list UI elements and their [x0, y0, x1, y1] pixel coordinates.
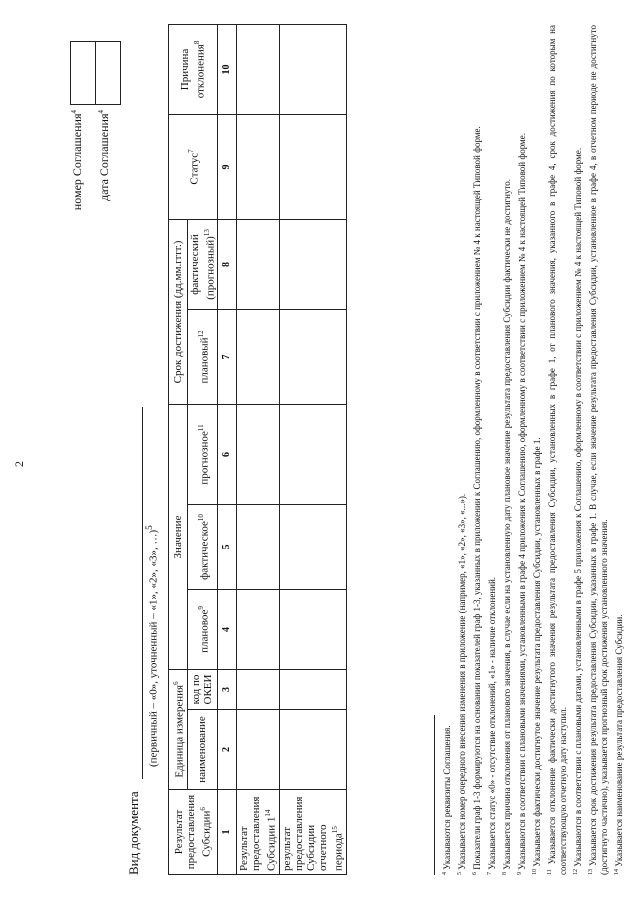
results-table — [168, 24, 347, 875]
col-actual-header: фактическое$^{10}$ — [187, 504, 218, 589]
footnote: $^4$ Указываются реквизиты Соглашения. — [442, 725, 452, 875]
col-unit-name-header: наименование — [187, 710, 218, 790]
table-cell[interactable] — [237, 669, 280, 709]
column-number: 8 — [218, 219, 237, 309]
column-number: 2 — [218, 710, 237, 790]
col-status-header: Статус$^7$ — [169, 114, 218, 219]
agreement-number-label: номер Соглашения$^4$ — [70, 110, 84, 211]
column-number: 3 — [218, 669, 237, 709]
footnote: $^{14}$ Указывается наименование результата предоставления Субсидии. — [614, 614, 624, 875]
header-row-1 — [169, 24, 188, 874]
column-number: 6 — [218, 404, 237, 504]
agreement-date-box[interactable] — [96, 42, 121, 105]
table-cell[interactable] — [237, 309, 280, 404]
table-cell[interactable] — [279, 669, 346, 709]
footnote: $^9$ Указываются в соответствии с плановыми значениями, установленными в графе 4 приложения к Соглашению, оформленному в соответствии с приложением № 4 к настоящей Типовой форме. — [517, 132, 527, 875]
page-number: 2 — [12, 461, 26, 467]
table-row — [279, 24, 346, 874]
table-cell[interactable] — [279, 114, 346, 219]
document-kind-field[interactable] — [142, 407, 143, 779]
table-cell[interactable] — [237, 710, 280, 790]
col-deadline-header: Срок достижения (дд.мм.гггг.) — [169, 219, 188, 404]
col-planned-header: плановое$^9$ — [187, 589, 218, 669]
column-number: 7 — [218, 309, 237, 404]
table-cell[interactable] — [279, 404, 346, 504]
col-reason-header: Причина отклонения$^8$ — [169, 24, 218, 114]
column-number: 10 — [218, 24, 237, 114]
table-cell[interactable] — [237, 114, 280, 219]
table-row — [237, 24, 280, 874]
table-cell[interactable] — [237, 404, 280, 504]
column-number: 5 — [218, 504, 237, 589]
agreement-requisites-labels — [62, 110, 116, 295]
col-deadline-actual-header: фактический (прогнозный)$^{13}$ — [187, 219, 218, 309]
column-number: 1 — [218, 790, 237, 875]
agreement-number-box[interactable] — [71, 42, 96, 105]
table-cell[interactable] — [279, 589, 346, 669]
footnote: $^7$ Указывается статус «0» - отсутствие отклонений, «1» - наличие отклонений. — [487, 576, 497, 875]
footnote: $^8$ Указывается причина отклонения от планового значения, в случае если на установленную дату плановое значение результата предоставления Субсидии фактически не достигнуто. — [502, 178, 512, 875]
agreement-date-label: дата Соглашения$^4$ — [97, 110, 111, 201]
col-deadline-planned-header: плановый$^{12}$ — [187, 309, 218, 404]
agreement-requisites-boxes — [70, 41, 121, 105]
column-number: 9 — [218, 114, 237, 219]
table-cell[interactable] — [237, 24, 280, 114]
table-cell[interactable] — [279, 219, 346, 309]
row-label: результат предоставления Субсидии отчетного периода$^{15}$ — [279, 790, 346, 875]
row-label: Результат предоставления Субсидии $1^{14}$ — [237, 790, 280, 875]
table-cell[interactable] — [279, 710, 346, 790]
col-forecast-header: прогнозное$^{11}$ — [187, 404, 218, 504]
col-result-header: Результат предоставления Субсидии$^6$ — [169, 790, 218, 875]
document-kind-label: Вид документа — [126, 791, 141, 875]
footnote-divider — [434, 715, 435, 875]
col-unit-okei-header: код по ОКЕИ — [187, 669, 218, 709]
table-cell[interactable] — [279, 504, 346, 589]
column-number-row — [218, 24, 237, 874]
footnote: $^6$ Показатели граф 1-3 формируются на основании показателей граф 1-3, указанных в приложении к Соглашению, оформленному в соответствии с приложением № 4 к настоящей Типовой форме. — [472, 126, 482, 875]
col-unit-header: Единица измерения$^6$ — [169, 669, 188, 789]
table-cell[interactable] — [279, 309, 346, 404]
table-cell[interactable] — [279, 24, 346, 114]
footnotes — [440, 25, 627, 875]
table-cell[interactable] — [237, 589, 280, 669]
col-value-header: Значение — [169, 404, 188, 669]
document-kind-hint: (первичный – «0», уточненный – «1», «2», «3», …)$^5$ — [144, 525, 160, 767]
footnote: $^5$ Указывается номер очередного внесения изменения в приложение (например, «1», «2», «3», «...»). — [457, 493, 467, 875]
footnote: $^{11}$ Указывается отклонение фактически достигнутого значения результата предоставления Субсидии, установленных в графе 1, от планового значения, указанного в графе 4, срок достижения по которым на соответствующую отчетную дату наступил. — [547, 25, 568, 875]
table-cell[interactable] — [237, 504, 280, 589]
table-cell[interactable] — [237, 219, 280, 309]
footnote: $^{10}$ Указывается фактически достигнутое значение результата предоставления Субсидии, установленных в графе 1. — [532, 437, 542, 875]
footnote: $^{12}$ Указываются в соответствии с плановыми датами, установленными в графе 5 приложения к Соглашению, оформленному в соответствии с приложением № 4 к настоящей Типовой форме. — [573, 147, 583, 875]
column-number: 4 — [218, 589, 237, 669]
footnote: $^{13}$ Указывается срок достижения результата предоставления Субсидии, указанных в графе 1. В случае, если значение результата предоставления Субсидии, установленное в графе 4, в отчетном периоде не достигнуто (достигнуто частично), указывается прогнозный срок достижения установленного значения. — [588, 25, 609, 875]
